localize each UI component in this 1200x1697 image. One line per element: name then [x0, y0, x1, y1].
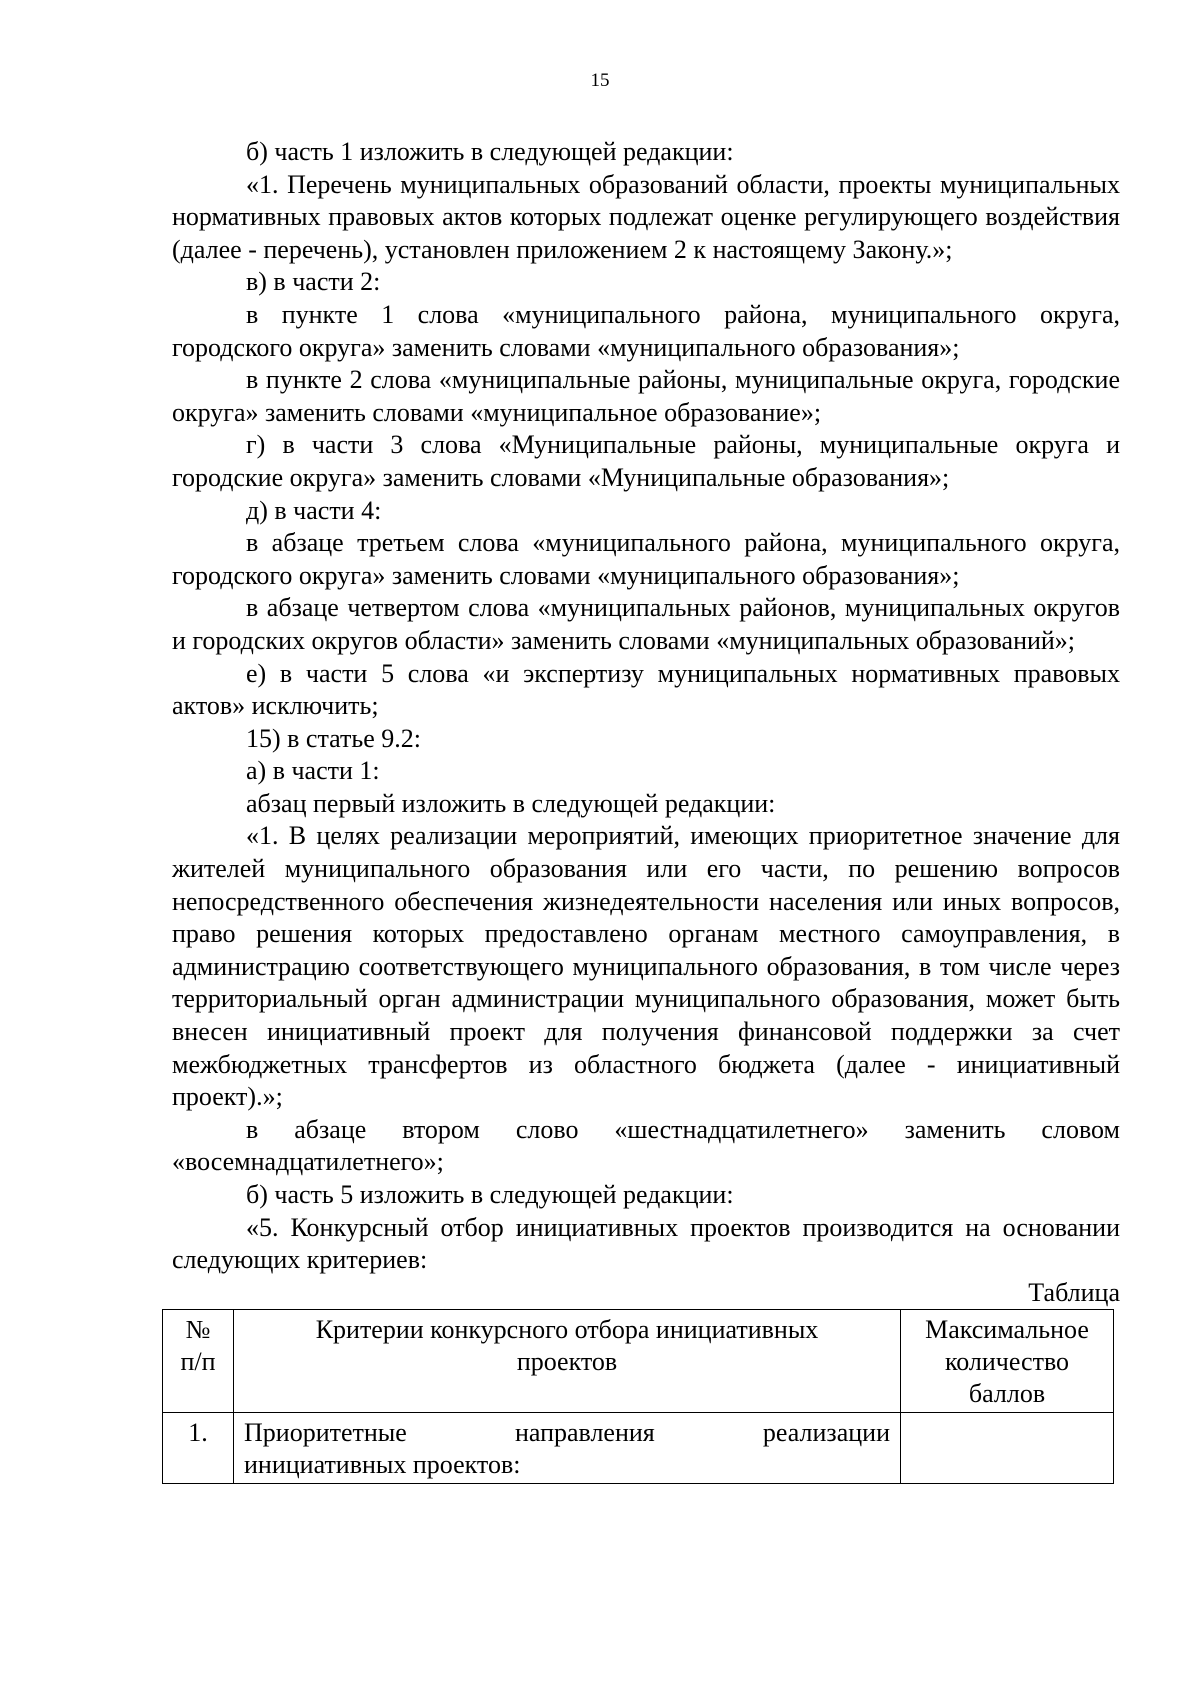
- row-criteria-line: инициативных проектов:: [244, 1449, 521, 1479]
- table-header-row: [163, 1309, 1114, 1412]
- paragraph: в пункте 1 слова «муниципального района, муниципального округа, городского округа» заменить словами «муниципального образования»;: [172, 299, 1120, 362]
- row-number: 1.: [163, 1412, 234, 1483]
- paragraph: абзац первый изложить в следующей редакции:: [246, 788, 776, 818]
- header-criteria-line: проектов: [516, 1346, 618, 1376]
- document-body: [172, 136, 1120, 1484]
- paragraph: «1. Перечень муниципальных образований области, проекты муниципальных нормативных правовых актов которых подлежат оценке регулирующего воздействия (далее - перечень), установлен приложением 2 к настоящему Закону.»;: [172, 169, 1120, 264]
- header-number-line: №: [185, 1314, 211, 1344]
- header-criteria-line: Критерии конкурсного отбора инициативных: [315, 1314, 819, 1344]
- row-max-score: [901, 1412, 1114, 1483]
- paragraph: «5. Конкурсный отбор инициативных проектов производится на основании следующих критериев:: [172, 1212, 1120, 1275]
- page-number: 15: [590, 70, 610, 91]
- header-number-line: п/п: [180, 1346, 216, 1376]
- header-max-score: [901, 1309, 1114, 1412]
- header-max-line: баллов: [968, 1378, 1046, 1408]
- paragraph: в абзаце втором слово «шестнадцатилетнего» заменить словом «восемнадцатилетнего»;: [172, 1114, 1120, 1177]
- paragraph: б) часть 5 изложить в следующей редакции:: [246, 1180, 734, 1209]
- row-criteria-line: Приоритетные направления реализации: [244, 1417, 890, 1447]
- header-max-line: Максимальное: [925, 1314, 1089, 1344]
- paragraph: в пункте 2 слова «муниципальные районы, муниципальные округа, городские округа» заменить словами «муниципальное образование»;: [172, 365, 1120, 427]
- criteria-table: [162, 1309, 1114, 1484]
- paragraph: е) в части 5 слова «и экспертизу муниципальных нормативных правовых актов» исключить;: [172, 658, 1120, 721]
- paragraph: в) в части 2:: [246, 267, 381, 297]
- paragraph: «1. В целях реализации мероприятий, имеющих приоритетное значение для жителей муниципального образования или его части, по решению вопросов непосредственного обеспечения жизнедеятельности населения или иных вопросов, право решения которых предоставлено органам местного самоуправления, в администрацию соответствующего муниципального образования, в том числе через территориальный орган администрации муниципального образования, может быть внесен инициативный проект для получения финансовой поддержки за счет межбюджетных трансфертов из областного бюджета (далее - инициативный проект).»;: [172, 821, 1120, 1112]
- paragraph: в абзаце четвертом слова «муниципальных районов, муниципальных округов и городских округов области» заменить словами «муниципальных образований»;: [172, 593, 1120, 655]
- row-criteria: [234, 1412, 901, 1483]
- table-caption: Таблица: [1028, 1277, 1120, 1307]
- header-number: [163, 1309, 234, 1412]
- table-row: [163, 1412, 1114, 1483]
- header-max-line: количество: [944, 1346, 1070, 1376]
- paragraph: в абзаце третьем слова «муниципального района, муниципального округа, городского округа» заменить словами «муниципального образования»;: [172, 528, 1120, 590]
- header-criteria: [234, 1309, 901, 1412]
- paragraph: 15) в статье 9.2:: [246, 723, 422, 753]
- paragraph: а) в части 1:: [246, 756, 380, 786]
- paragraph: б) часть 1 изложить в следующей редакции:: [246, 137, 734, 166]
- paragraph: д) в части 4:: [246, 495, 382, 525]
- paragraph: г) в части 3 слова «Муниципальные районы, муниципальные округа и городские округа» заменить словами «Муниципальные образования»;: [172, 430, 1120, 492]
